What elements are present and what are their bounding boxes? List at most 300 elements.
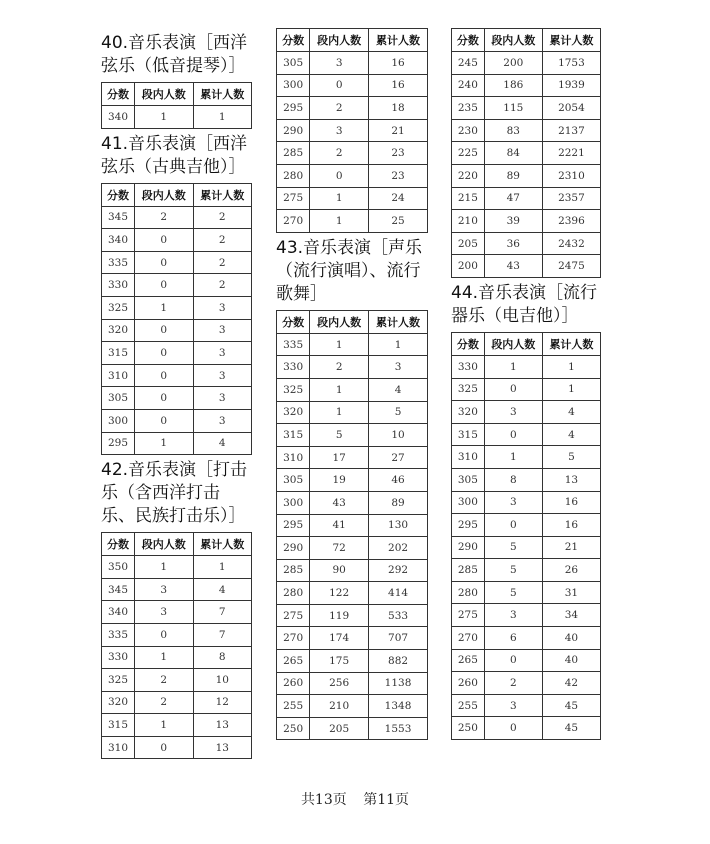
table-cell: 414 [369, 582, 428, 605]
table-cell: 0 [135, 364, 194, 387]
table-cell: 1 [310, 333, 369, 356]
table-row [452, 355, 601, 378]
score-table [101, 532, 252, 759]
table-cell: 3 [193, 296, 252, 319]
table-cell: 3 [484, 604, 542, 627]
table-row [102, 556, 252, 579]
table-cell: 280 [277, 582, 310, 605]
table-cell: 5 [484, 559, 542, 582]
column-header: 分数 [277, 29, 310, 52]
score-table [451, 332, 601, 740]
table-cell: 285 [452, 559, 485, 582]
table-cell: 1 [135, 646, 194, 669]
table-cell: 7 [193, 623, 252, 646]
table-row [277, 401, 428, 424]
table-cell: 215 [452, 187, 485, 210]
table-cell: 320 [102, 319, 135, 342]
table-cell: 0 [135, 387, 194, 410]
table-cell: 5 [542, 446, 600, 469]
table-cell: 10 [369, 424, 428, 447]
table-cell: 2 [193, 251, 252, 274]
table-cell: 300 [277, 491, 310, 514]
column-middle [276, 28, 428, 740]
table-cell: 18 [369, 97, 428, 120]
table-cell: 255 [277, 695, 310, 718]
table-row [277, 514, 428, 537]
table-cell: 8 [484, 468, 542, 491]
table-header-row [102, 533, 252, 556]
section-title: 43.音乐表演［声乐（流行演唱）、流行歌舞］ [276, 237, 423, 304]
table-cell: 275 [277, 604, 310, 627]
table-row [277, 559, 428, 582]
table-cell: 330 [452, 355, 485, 378]
table-cell: 4 [369, 378, 428, 401]
table-cell: 350 [102, 556, 135, 579]
table-row [452, 74, 601, 97]
table-row [102, 229, 252, 252]
table-cell: 295 [277, 514, 310, 537]
table-cell: 12 [193, 691, 252, 714]
table-cell: 220 [452, 164, 485, 187]
column-header: 分数 [452, 332, 485, 355]
table-cell: 5 [484, 536, 542, 559]
table-cell: 10 [193, 669, 252, 692]
table-row [452, 468, 601, 491]
table-cell: 45 [542, 694, 600, 717]
table-cell: 3 [193, 409, 252, 432]
table-cell: 300 [452, 491, 485, 514]
table-cell: 280 [277, 164, 310, 187]
column-left [101, 28, 252, 759]
table-cell: 325 [277, 378, 310, 401]
table-cell: 2 [310, 97, 369, 120]
table-cell: 84 [484, 142, 542, 165]
table-header-row [277, 310, 428, 333]
table-row [102, 601, 252, 624]
table-cell: 16 [369, 74, 428, 97]
table-cell: 235 [452, 97, 485, 120]
table-row [452, 536, 601, 559]
table-cell: 1138 [369, 672, 428, 695]
table-row [452, 649, 601, 672]
table-cell: 36 [484, 232, 542, 255]
table-row [452, 255, 601, 278]
table-cell: 1 [193, 556, 252, 579]
table-cell: 200 [484, 52, 542, 75]
page-footer [0, 789, 710, 809]
table-cell: 225 [452, 142, 485, 165]
table-cell: 345 [102, 206, 135, 229]
table-row [102, 106, 252, 129]
table-cell: 2 [193, 206, 252, 229]
table-cell: 2 [135, 206, 194, 229]
table-cell: 31 [542, 581, 600, 604]
table-row [452, 119, 601, 142]
table-cell: 46 [369, 469, 428, 492]
column-header: 分数 [102, 183, 135, 206]
table-cell: 90 [310, 559, 369, 582]
table-cell: 3 [484, 491, 542, 514]
table-cell: 40 [542, 627, 600, 650]
column-header: 段内人数 [484, 29, 542, 52]
table-cell: 285 [277, 559, 310, 582]
table-row [452, 717, 601, 740]
table-cell: 1 [542, 355, 600, 378]
table-cell: 5 [310, 424, 369, 447]
table-cell: 330 [102, 646, 135, 669]
table-cell: 1 [310, 378, 369, 401]
table-cell: 270 [277, 210, 310, 233]
table-cell: 325 [102, 296, 135, 319]
table-cell: 43 [310, 491, 369, 514]
table-row [277, 582, 428, 605]
table-cell: 310 [102, 736, 135, 759]
table-cell: 0 [484, 514, 542, 537]
table-cell: 300 [277, 74, 310, 97]
table-cell: 16 [542, 514, 600, 537]
table-row [102, 578, 252, 601]
column-header: 分数 [102, 83, 135, 106]
table-cell: 27 [369, 446, 428, 469]
table-cell: 310 [277, 446, 310, 469]
table-row [277, 650, 428, 673]
table-cell: 270 [452, 627, 485, 650]
table-cell: 5 [484, 581, 542, 604]
column-header: 段内人数 [310, 310, 369, 333]
table-row [452, 446, 601, 469]
table-cell: 310 [452, 446, 485, 469]
table-row [277, 119, 428, 142]
table-cell: 16 [542, 491, 600, 514]
table-cell: 335 [102, 623, 135, 646]
table-cell: 13 [193, 736, 252, 759]
table-cell: 3 [193, 387, 252, 410]
table-cell: 210 [452, 210, 485, 233]
table-cell: 2 [310, 356, 369, 379]
column-header: 分数 [277, 310, 310, 333]
section-title: 44.音乐表演［流行器乐（电吉他）］ [451, 282, 598, 326]
table-row [452, 423, 601, 446]
table-cell: 210 [310, 695, 369, 718]
table-cell: 47 [484, 187, 542, 210]
table-cell: 42 [542, 672, 600, 695]
table-cell: 89 [369, 491, 428, 514]
table-row [277, 142, 428, 165]
table-cell: 230 [452, 119, 485, 142]
column-header: 段内人数 [135, 83, 194, 106]
table-cell: 4 [193, 578, 252, 601]
column-header: 段内人数 [484, 332, 542, 355]
table-cell: 340 [102, 229, 135, 252]
table-cell: 315 [102, 342, 135, 365]
table-cell: 290 [452, 536, 485, 559]
table-cell: 320 [277, 401, 310, 424]
table-cell: 1 [135, 296, 194, 319]
table-row [452, 581, 601, 604]
table-cell: 256 [310, 672, 369, 695]
table-row [452, 232, 601, 255]
table-row [102, 206, 252, 229]
table-row [277, 187, 428, 210]
table-row [277, 446, 428, 469]
table-cell: 260 [277, 672, 310, 695]
table-cell: 270 [277, 627, 310, 650]
table-header-row [102, 83, 252, 106]
table-cell: 8 [193, 646, 252, 669]
section-title: 40.音乐表演［西洋弦乐（低音提琴）］ [101, 33, 248, 76]
table-row [277, 717, 428, 740]
table-row [452, 378, 601, 401]
table-cell: 17 [310, 446, 369, 469]
table-cell: 1 [135, 714, 194, 737]
table-cell: 255 [452, 694, 485, 717]
table-cell: 1 [484, 355, 542, 378]
table-cell: 707 [369, 627, 428, 650]
table-cell: 200 [452, 255, 485, 278]
table-row [452, 627, 601, 650]
table-cell: 25 [369, 210, 428, 233]
table-row [277, 74, 428, 97]
table-cell: 1348 [369, 695, 428, 718]
table-cell: 0 [135, 251, 194, 274]
table-cell: 3 [135, 578, 194, 601]
table-cell: 23 [369, 164, 428, 187]
table-cell: 315 [102, 714, 135, 737]
table-cell: 83 [484, 119, 542, 142]
table-row [452, 97, 601, 120]
column-header: 累计人数 [369, 29, 428, 52]
table-cell: 0 [135, 623, 194, 646]
table-cell: 40 [542, 649, 600, 672]
table-cell: 0 [484, 378, 542, 401]
table-cell: 4 [542, 423, 600, 446]
column-header: 段内人数 [310, 29, 369, 52]
table-cell: 340 [102, 601, 135, 624]
table-cell: 3 [193, 364, 252, 387]
table-row [452, 142, 601, 165]
table-cell: 2432 [542, 232, 600, 255]
table-cell: 24 [369, 187, 428, 210]
table-row [452, 672, 601, 695]
score-table [451, 28, 601, 278]
table-cell: 330 [277, 356, 310, 379]
table-cell: 335 [277, 333, 310, 356]
table-cell: 0 [135, 274, 194, 297]
table-cell: 3 [484, 694, 542, 717]
table-cell: 115 [484, 97, 542, 120]
column-header: 分数 [452, 29, 485, 52]
table-row [277, 356, 428, 379]
section-title: 41.音乐表演［西洋弦乐（古典吉他）］ [101, 133, 248, 177]
table-cell: 1 [193, 106, 252, 129]
table-cell: 325 [452, 378, 485, 401]
column-header: 累计人数 [193, 183, 252, 206]
table-cell: 1939 [542, 74, 600, 97]
table-cell: 320 [102, 691, 135, 714]
table-cell: 240 [452, 74, 485, 97]
table-cell: 43 [484, 255, 542, 278]
table-cell: 19 [310, 469, 369, 492]
table-cell: 41 [310, 514, 369, 537]
table-cell: 72 [310, 537, 369, 560]
score-table [101, 82, 252, 129]
table-cell: 1 [310, 187, 369, 210]
table-cell: 89 [484, 164, 542, 187]
table-row [102, 646, 252, 669]
table-cell: 1 [310, 210, 369, 233]
table-cell: 4 [542, 401, 600, 424]
table-row [277, 424, 428, 447]
table-cell: 2475 [542, 255, 600, 278]
table-row [102, 342, 252, 365]
table-cell: 186 [484, 74, 542, 97]
table-cell: 23 [369, 142, 428, 165]
table-cell: 174 [310, 627, 369, 650]
table-cell: 1 [135, 432, 194, 455]
table-cell: 21 [369, 119, 428, 142]
column-header: 段内人数 [135, 183, 194, 206]
table-row [452, 210, 601, 233]
table-row [102, 691, 252, 714]
table-cell: 202 [369, 537, 428, 560]
total-pages: 共13页 [300, 792, 347, 808]
table-cell: 2396 [542, 210, 600, 233]
table-cell: 305 [277, 469, 310, 492]
table-cell: 290 [277, 537, 310, 560]
table-header-row [452, 332, 601, 355]
table-cell: 26 [542, 559, 600, 582]
section-title: 42.音乐表演［打击乐（含西洋打击乐、民族打击乐）］ [101, 460, 248, 527]
table-cell: 1 [542, 378, 600, 401]
table-cell: 265 [277, 650, 310, 673]
table-cell: 2 [135, 691, 194, 714]
table-cell: 345 [102, 578, 135, 601]
table-cell: 205 [310, 717, 369, 740]
table-cell: 882 [369, 650, 428, 673]
table-cell: 122 [310, 582, 369, 605]
table-header-row [277, 29, 428, 52]
table-row [452, 559, 601, 582]
table-cell: 2 [135, 669, 194, 692]
table-cell: 320 [452, 401, 485, 424]
table-row [277, 672, 428, 695]
column-header: 累计人数 [193, 533, 252, 556]
table-cell: 290 [277, 119, 310, 142]
table-row [102, 736, 252, 759]
table-row [452, 52, 601, 75]
score-table [276, 28, 428, 233]
table-cell: 295 [102, 432, 135, 455]
table-cell: 250 [277, 717, 310, 740]
table-cell: 2 [193, 229, 252, 252]
table-cell: 305 [277, 52, 310, 75]
table-cell: 250 [452, 717, 485, 740]
table-row [102, 364, 252, 387]
table-row [277, 604, 428, 627]
table-row [277, 627, 428, 650]
table-cell: 330 [102, 274, 135, 297]
table-row [452, 187, 601, 210]
table-cell: 16 [369, 52, 428, 75]
table-row [102, 274, 252, 297]
table-cell: 295 [277, 97, 310, 120]
table-header-row [452, 29, 601, 52]
table-cell: 2310 [542, 164, 600, 187]
table-cell: 275 [277, 187, 310, 210]
table-cell: 533 [369, 604, 428, 627]
table-cell: 3 [193, 319, 252, 342]
table-cell: 280 [452, 581, 485, 604]
table-cell: 5 [369, 401, 428, 424]
table-cell: 315 [277, 424, 310, 447]
table-cell: 13 [193, 714, 252, 737]
table-row [277, 537, 428, 560]
table-cell: 3 [193, 342, 252, 365]
table-cell: 205 [452, 232, 485, 255]
column-header: 段内人数 [135, 533, 194, 556]
table-row [277, 52, 428, 75]
table-cell: 325 [102, 669, 135, 692]
table-cell: 285 [277, 142, 310, 165]
table-cell: 1553 [369, 717, 428, 740]
table-row [277, 164, 428, 187]
table-cell: 305 [102, 387, 135, 410]
table-row [102, 669, 252, 692]
table-cell: 340 [102, 106, 135, 129]
table-cell: 3 [310, 119, 369, 142]
table-row [102, 387, 252, 410]
table-cell: 175 [310, 650, 369, 673]
table-row [277, 695, 428, 718]
table-header-row [102, 183, 252, 206]
table-cell: 0 [135, 342, 194, 365]
table-row [102, 623, 252, 646]
table-cell: 2054 [542, 97, 600, 120]
table-row [277, 491, 428, 514]
table-cell: 39 [484, 210, 542, 233]
table-cell: 2 [310, 142, 369, 165]
table-cell: 315 [452, 423, 485, 446]
table-cell: 2357 [542, 187, 600, 210]
table-cell: 0 [484, 423, 542, 446]
table-cell: 3 [135, 601, 194, 624]
table-row [452, 604, 601, 627]
table-cell: 0 [135, 736, 194, 759]
table-cell: 245 [452, 52, 485, 75]
table-row [452, 164, 601, 187]
table-cell: 3 [310, 52, 369, 75]
table-row [277, 333, 428, 356]
table-cell: 0 [135, 409, 194, 432]
table-row [102, 432, 252, 455]
table-cell: 335 [102, 251, 135, 274]
table-cell: 3 [484, 401, 542, 424]
table-cell: 0 [135, 319, 194, 342]
table-cell: 1753 [542, 52, 600, 75]
table-cell: 1 [484, 446, 542, 469]
table-cell: 295 [452, 514, 485, 537]
table-cell: 300 [102, 409, 135, 432]
table-cell: 275 [452, 604, 485, 627]
table-cell: 305 [452, 468, 485, 491]
score-table [276, 310, 428, 741]
column-header: 累计人数 [193, 83, 252, 106]
column-right [451, 28, 601, 740]
table-cell: 2 [484, 672, 542, 695]
table-cell: 34 [542, 604, 600, 627]
table-cell: 0 [135, 229, 194, 252]
table-cell: 45 [542, 717, 600, 740]
